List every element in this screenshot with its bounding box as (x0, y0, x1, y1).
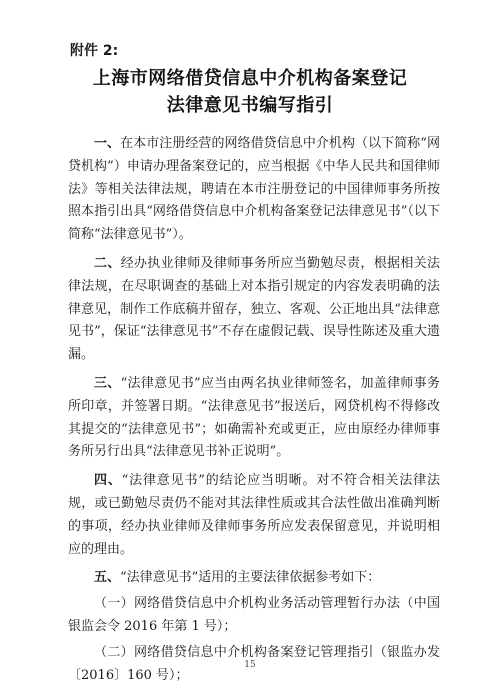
paragraph-lead: 三、 (94, 375, 121, 391)
paragraph-text: “法律意见书”适用的主要法律依据参考如下： (120, 570, 381, 586)
paragraph-lead: 二、 (94, 255, 121, 271)
reference-item-2: （二）网络借贷信息中介机构备案登记管理指引（银监办发〔2016〕160 号）； (68, 644, 440, 683)
paragraph-text: 在本市注册经营的网络借贷信息中介机构（以下简称“网贷机构”）申请办理备案登记的，应当根据《中华人民共和国律师法》等相关法律法规，聘请在本市注册登记的中国律师事务所按照本指引出具“网络借贷信息中介机构备案登记法律意见书”（以下简称“法律意见书”）。 (68, 136, 440, 243)
paragraph-4 (68, 470, 440, 561)
reference-item-1: （一）网络借贷信息中介机构业务活动管理暂行办法（中国银监会令 2016 年第 1 号）； (68, 596, 440, 634)
paragraph-text: “法律意见书”的结论应当明晰。对不符合相关法律法规，或已勤勉尽责仍不能对其法律性质或其合法性做出准确判断的事项，经办执业律师及律师事务所应发表保留意见，并说明相应的理由。 (68, 473, 440, 557)
paragraph-3 (68, 373, 440, 464)
paragraph-2 (68, 253, 440, 367)
paragraph-lead: 四、 (94, 473, 122, 489)
paragraph-text: “法律意见书”应当由两名执业律师签名，加盖律师事务所印章，并签署日期。“法律意见书”报送后，网贷机构不得修改其提交的“法律意见书”；如确需补充或更正，应由原经办律师事务所另行出具“法律意见书补正说明”。 (68, 375, 440, 460)
attachment-label: 附件 2: (70, 43, 119, 59)
paragraph-5 (68, 567, 440, 590)
paragraph-1 (68, 133, 440, 247)
document-title-line-2: 法律意见书编写指引 (166, 95, 334, 116)
paragraph-lead: 一、 (94, 136, 121, 151)
page-number: 15 (244, 660, 256, 670)
document-body (68, 133, 440, 690)
document-title-line-1: 上海市网络借贷信息中介机构备案登记 (92, 68, 408, 89)
paragraph-lead: 五、 (94, 570, 121, 586)
paragraph-text: 经办执业律师及律师事务所应当勤勉尽责，根据相关法律法规，在尽职调查的基础上对本指引规定的内容发表明确的法律意见，制作工作底稿并留存，独立、客观、公正地出具“法律意见书”，保证“法律意见书”不存在虚假记载、误导性陈述及重大遗漏。 (68, 255, 440, 363)
